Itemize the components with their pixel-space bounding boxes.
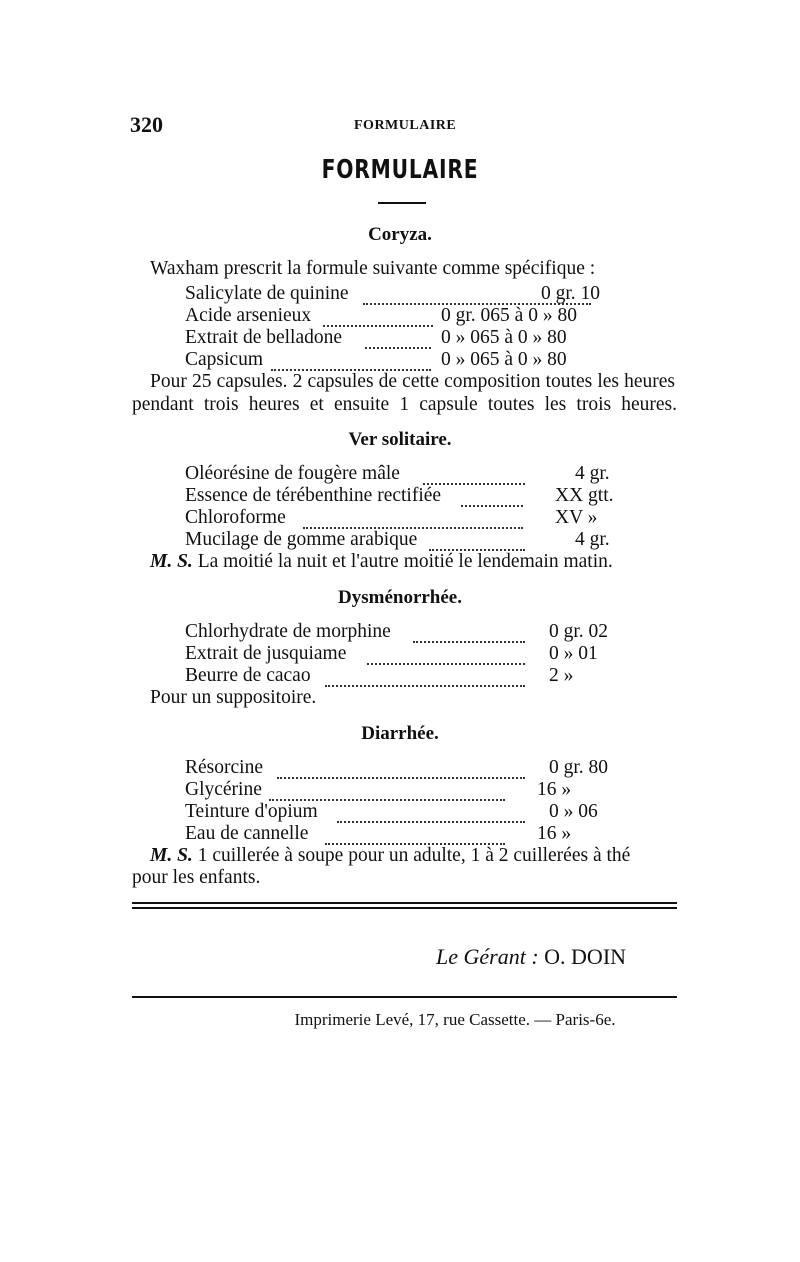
leader-dots xyxy=(303,507,523,529)
recipe-line xyxy=(185,621,625,645)
ingredient-name: Extrait de belladone xyxy=(185,327,343,348)
ingredient-qty: 0 gr. 065 à 0 » 80 xyxy=(441,305,577,326)
coryza-note-line1: Pour 25 capsules. 2 capsules de cette composition toutes les heures xyxy=(150,371,675,392)
gerant-name: O. DOIN xyxy=(544,944,627,969)
ingredient-qty: XV » xyxy=(555,507,598,528)
ingredient-qty: XX gtt. xyxy=(555,485,614,506)
ms-text: La moitié la nuit et l'autre moitié le lendemain matin. xyxy=(197,551,613,572)
ingredient-name: Capsicum xyxy=(185,349,263,370)
recipe-line xyxy=(185,779,625,803)
recipe-line xyxy=(185,463,625,487)
leader-dots xyxy=(325,823,505,845)
ingredient-name: Salicylate de quinine xyxy=(185,283,349,304)
recipe-line xyxy=(185,665,625,689)
ingredient-qty: 0 gr. 10 xyxy=(541,283,601,304)
gerant-label: Le Gérant : xyxy=(436,944,539,969)
section-title-dysmenorrhee: Dysménorrhée. xyxy=(338,587,462,608)
recipe-line xyxy=(185,485,625,509)
title-rule xyxy=(378,202,426,204)
recipe-line xyxy=(185,643,625,667)
running-title: FORMULAIRE xyxy=(354,118,457,133)
diarrhee-ms-line1 xyxy=(150,845,630,867)
ingredient-qty: 16 » xyxy=(537,823,572,844)
ingredient-name: Chlorhydrate de morphine xyxy=(185,621,391,642)
imprint-line: Imprimerie Levé, 17, rue Cassette. — Paris-6e. xyxy=(294,1010,616,1029)
diarrhee-ms-line2: pour les enfants. xyxy=(132,867,261,888)
leader-dots xyxy=(365,327,431,349)
recipe-line xyxy=(185,529,625,553)
section-title-ver-solitaire: Ver solitaire. xyxy=(348,429,452,450)
recipe-line xyxy=(185,283,625,307)
page-number: 320 xyxy=(130,112,163,137)
ver-ms-line xyxy=(150,551,613,573)
section-title-diarrhee: Diarrhée. xyxy=(361,723,439,744)
ingredient-name: Chloroforme xyxy=(185,507,286,528)
imprint-rule xyxy=(132,996,677,998)
ms-label: M. S. xyxy=(150,551,193,572)
ingredient-qty: 0 » 065 à 0 » 80 xyxy=(441,349,567,370)
footer-rule-top xyxy=(132,902,677,904)
recipe-line xyxy=(185,801,625,825)
coryza-note-line2: pendant trois heures et ensuite 1 capsule toutes les trois heures. xyxy=(132,394,677,415)
ingredient-qty: 0 » 06 xyxy=(549,801,598,822)
footer-rule-double xyxy=(132,907,677,909)
ingredient-qty: 4 gr. xyxy=(575,463,610,484)
leader-dots xyxy=(461,485,523,507)
leader-dots xyxy=(323,305,433,327)
leader-dots xyxy=(271,349,431,371)
ingredient-qty: 0 » 065 à 0 » 80 xyxy=(441,327,567,348)
page-title: FORMULAIRE xyxy=(321,155,479,185)
dysmenorrhee-note: Pour un suppositoire. xyxy=(150,687,317,708)
section-title-coryza: Coryza. xyxy=(368,224,432,245)
ingredient-qty: 0 gr. 80 xyxy=(549,757,609,778)
leader-dots xyxy=(367,643,525,665)
ms-text: 1 cuillerée à soupe pour un adulte, 1 à 2 cuillerées à thé xyxy=(197,845,631,866)
ingredient-qty: 16 » xyxy=(537,779,572,800)
ingredient-name: Résorcine xyxy=(185,757,263,778)
leader-dots xyxy=(423,463,525,485)
leader-dots xyxy=(413,621,525,643)
ingredient-name: Acide arsenieux xyxy=(185,305,312,326)
ingredient-qty: 2 » xyxy=(549,665,574,686)
ingredient-name: Beurre de cacao xyxy=(185,665,311,686)
leader-dots xyxy=(269,779,505,801)
ingredient-qty: 0 » 01 xyxy=(549,643,598,664)
leader-dots xyxy=(325,665,525,687)
leader-dots xyxy=(277,757,525,779)
ingredient-name: Eau de cannelle xyxy=(185,823,309,844)
ingredient-name: Mucilage de gomme arabique xyxy=(185,529,418,550)
recipe-line xyxy=(185,757,625,781)
ingredient-name: Glycérine xyxy=(185,779,262,800)
ms-label: M. S. xyxy=(150,845,193,866)
leader-dots xyxy=(429,529,525,551)
ingredient-name: Extrait de jusquiame xyxy=(185,643,347,664)
recipe-line xyxy=(185,349,625,373)
coryza-intro: Waxham prescrit la formule suivante comme spécifique : xyxy=(150,258,596,279)
recipe-line xyxy=(185,305,625,329)
ingredient-name: Essence de térébenthine rectifiée xyxy=(185,485,442,506)
recipe-line xyxy=(185,327,625,351)
recipe-line xyxy=(185,823,625,847)
ingredient-qty: 4 gr. xyxy=(575,529,610,550)
ingredient-qty: 0 gr. 02 xyxy=(549,621,609,642)
ingredient-name: Teinture d'opium xyxy=(185,801,318,822)
recipe-line xyxy=(185,507,625,531)
leader-dots xyxy=(337,801,525,823)
ingredient-name: Oléorésine de fougère mâle xyxy=(185,463,400,484)
gerant-signature xyxy=(436,944,626,970)
